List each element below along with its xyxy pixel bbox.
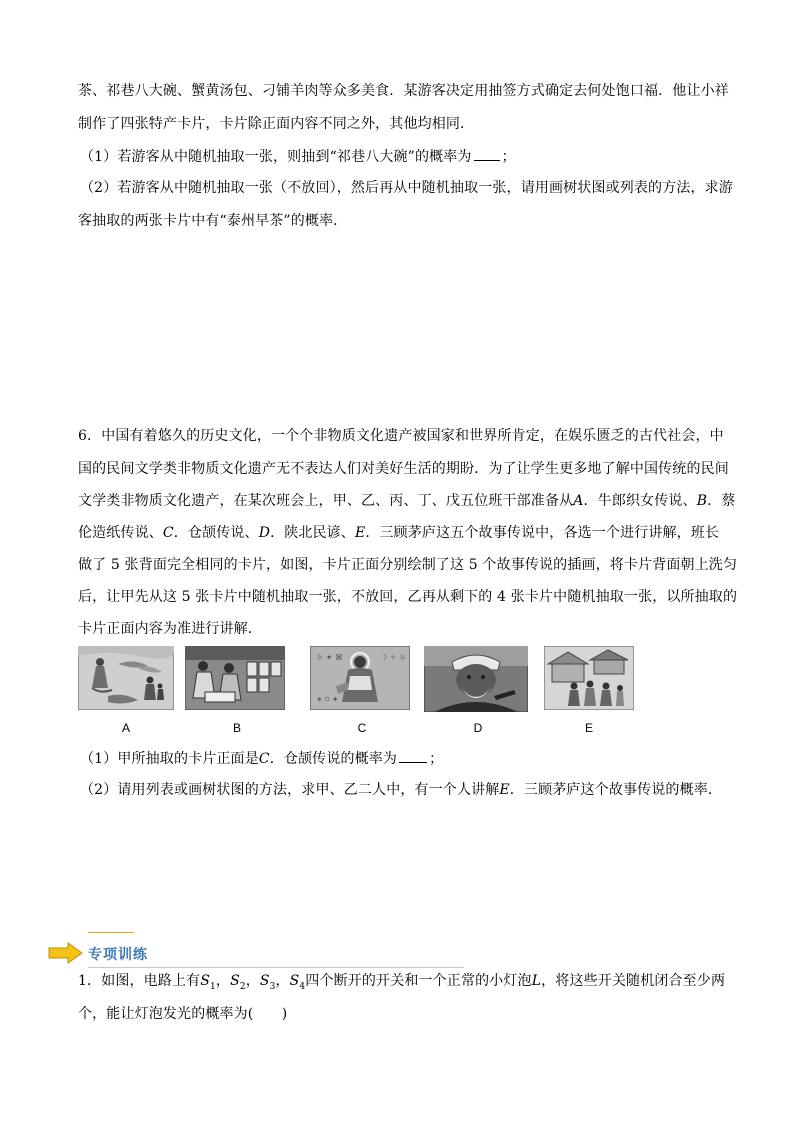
q6-text-line-5: 做了 5 张背面完全相同的卡片，如图，卡片正面分别绘制了这 5 个故事传说的插画，将卡片背面朝上洗匀: [78, 557, 738, 573]
sep: ，: [275, 973, 290, 989]
var-a: A: [573, 493, 584, 509]
q1-text-line-2: 个，能让灯泡发光的概率为( ): [78, 1006, 288, 1022]
q6-text-line-2: 国的民间文学类非物质文化遗产无不表达人们对美好生活的期盼．为了让学生更多地了解中国传统的民间: [78, 461, 729, 477]
story-card-illustrations: [78, 646, 638, 742]
q5-part1-end: ；: [501, 149, 516, 165]
q6-text-line-7: 卡片正面内容为准进行讲解．: [78, 621, 262, 637]
var-c: C: [258, 751, 270, 767]
answer-blank[interactable]: [399, 748, 427, 763]
svg-text:☼ ✦ ⌘: ☼ ✦ ⌘: [316, 653, 343, 662]
q1-mid: 四个断开的开关和一个正常的小灯泡: [305, 973, 532, 989]
q1-pre: 1．如图，电路上有: [78, 973, 201, 989]
q6-part1-mid: ．仓颉传说的概率为: [269, 751, 398, 767]
cangjie-picture: [310, 646, 410, 710]
q6-line4-mid2: ．陕北民谚、: [270, 525, 355, 541]
var-s4: S: [289, 973, 300, 989]
q6-line3-post: ．蔡: [707, 493, 736, 509]
header-bottom-rule: [88, 967, 464, 968]
q6-line3-mid: ．牛郎织女传说、: [583, 493, 697, 509]
papermaking-picture: [185, 646, 285, 710]
cowherd-weaver-picture: [78, 646, 174, 710]
q6-part1-end: ；: [429, 751, 444, 767]
card-d-illustration: [424, 646, 528, 716]
sep: ，: [245, 973, 260, 989]
q5-part2-line-2: 客抽取的两张卡片中有“泰州早茶”的概率．: [78, 213, 348, 229]
arrow-right-icon: [48, 942, 84, 964]
q6-part1-pre: （1）甲所抽取的卡片正面是: [80, 751, 259, 767]
q6-line3-pre: 文学类非物质文化遗产，在某次班会上，甲、乙、丙、丁、戊五位班干部准备从: [78, 493, 574, 509]
special-training-header: [48, 932, 428, 972]
q6-line4-pre: 伦造纸传说、: [78, 525, 163, 541]
header-top-rule: [88, 932, 134, 933]
q6-line4-post: ．三顾茅庐这五个故事传说中，各选一个进行讲解，班长: [365, 525, 720, 541]
special-training-label: 专项训练: [88, 947, 148, 963]
var-b: B: [696, 493, 708, 509]
q6-text-line-4: [78, 523, 719, 543]
card-c-illustration: [310, 646, 410, 714]
q6-text-line-1: 6．中国有着悠久的历史文化，一个个非物质文化遗产被国家和世界所肯定，在娱乐匮乏的古代社会，中: [78, 428, 724, 444]
card-label-e: E: [584, 721, 593, 735]
card-b-illustration: [185, 646, 285, 714]
q6-part1: [80, 748, 443, 769]
q1-post: ，将这些开关随机闭合至少两: [541, 973, 726, 989]
var-s1: S: [200, 973, 211, 989]
q1-text-line-1: [78, 971, 725, 997]
q5-part1-text: （1）若游客从中随机抽取一张，则抽到“祁巷八大碗”的概率为: [80, 149, 472, 165]
q6-text-line-3: [78, 491, 735, 511]
sep: ，: [215, 973, 231, 989]
q5-part1: [80, 146, 516, 167]
card-a-illustration: [78, 646, 174, 714]
q6-part2-post: ．三顾茅庐这个故事传说的概率．: [509, 782, 723, 798]
card-label-a: A: [121, 721, 130, 735]
var-l: L: [531, 973, 542, 989]
thatched-cottage-picture: [544, 646, 634, 710]
q6-part2-pre: （2）请用列表或画树状图的方法，求甲、乙二人中，有一个人讲解: [80, 782, 500, 798]
card-label-c: C: [357, 721, 367, 735]
q6-line4-mid1: ．仓颉传说、: [173, 525, 259, 541]
var-s3: S: [259, 973, 270, 989]
svg-text:✶ ⌑ ✦: ✶ ⌑ ✦: [316, 695, 339, 704]
answer-blank[interactable]: [474, 146, 500, 161]
card-label-b: B: [232, 721, 241, 735]
q6-text-line-6: 后，让甲先从这 5 张卡片中随机抽取一张，不放回，乙再从剩下的 4 张卡片中随机抽取一张，以所抽取的: [78, 589, 738, 605]
shaanbei-elder-picture: [424, 646, 528, 712]
q6-part2: [80, 780, 722, 800]
svg-text:☽ ✧ ☼: ☽ ✧ ☼: [380, 653, 407, 662]
q5-text-line-2: 制作了四张特产卡片，卡片除正面内容不同之外，其他均相同．: [78, 116, 475, 132]
q5-text-line-1: 茶、祁巷八大碗、蟹黄汤包、刁铺羊肉等众多美食．某游客决定用抽签方式确定去何处饱口福．他让小祥: [78, 83, 729, 99]
sub-3: 3: [269, 981, 276, 992]
var-e: E: [499, 782, 510, 798]
sub-4: 4: [299, 981, 306, 992]
var-c: C: [162, 525, 174, 541]
var-s2: S: [230, 973, 240, 989]
var-d: D: [258, 525, 271, 541]
q5-part2-line-1: （2）若游客从中随机抽取一张（不放回），然后再从中随机抽取一张，请用画树状图或列表的方法，求游: [80, 180, 733, 196]
sub-1: 1: [210, 981, 216, 992]
var-e: E: [354, 525, 366, 541]
card-label-d: D: [473, 721, 483, 735]
sub-2: 2: [239, 981, 246, 992]
card-e-illustration: [544, 646, 634, 714]
